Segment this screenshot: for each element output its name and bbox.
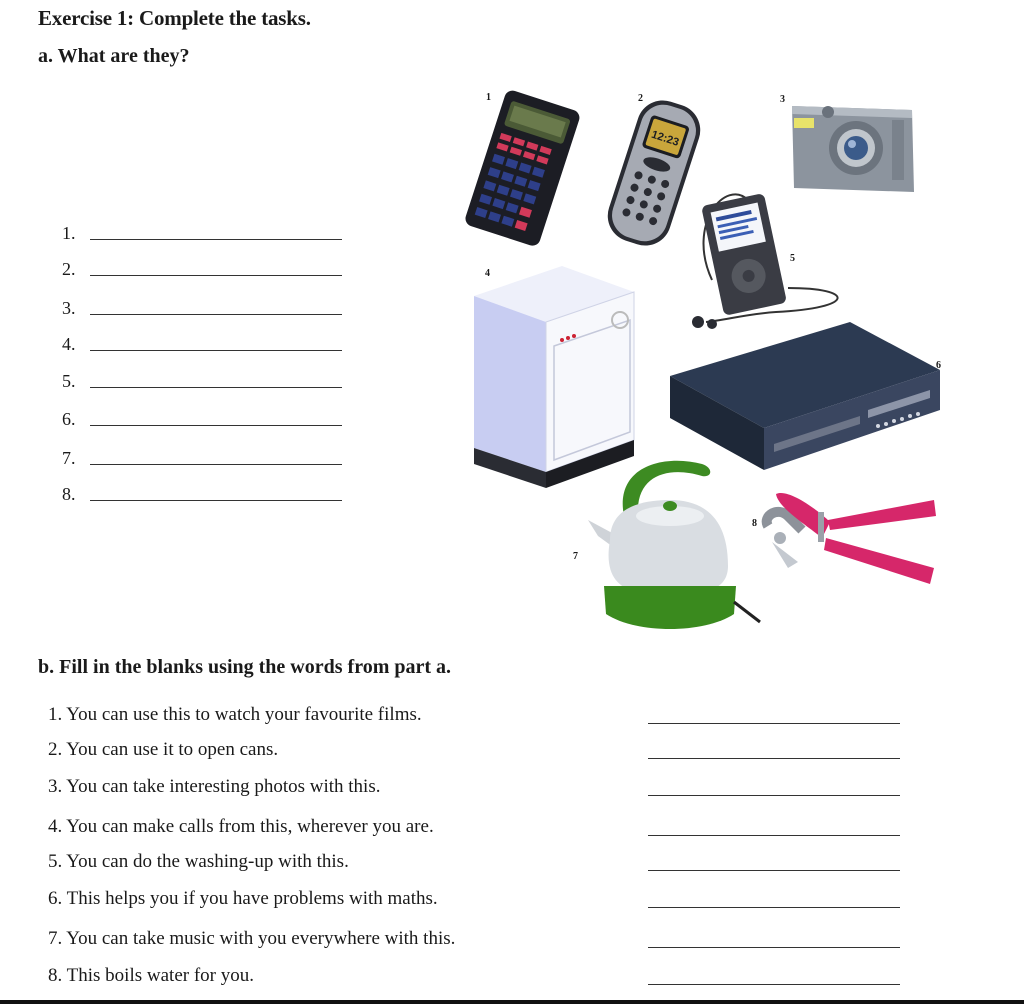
picture-number-7: 7 xyxy=(573,551,578,562)
answer-number: 4. xyxy=(62,334,76,354)
answer-number: 8. xyxy=(62,484,76,504)
question-answer-blank[interactable] xyxy=(648,742,900,759)
answer-number: 7. xyxy=(62,448,76,468)
picture-number-4: 4 xyxy=(485,268,490,279)
answer-row-3 xyxy=(62,297,342,319)
question-row-6 xyxy=(48,884,900,910)
picture-number-8: 8 xyxy=(752,518,757,529)
answer-row-2 xyxy=(62,258,342,280)
part-a-heading: a. What are they? xyxy=(38,45,190,67)
answer-blank[interactable] xyxy=(90,261,342,276)
answer-row-1 xyxy=(62,222,342,244)
question-answer-blank[interactable] xyxy=(648,931,900,948)
answer-row-6 xyxy=(62,408,342,430)
question-answer-blank[interactable] xyxy=(648,891,900,908)
picture-number-3: 3 xyxy=(780,94,785,105)
question-text: 4. You can make calls from this, wherever you are. xyxy=(48,816,434,837)
picture-number-2: 2 xyxy=(638,93,643,104)
calculator-picture xyxy=(455,90,595,250)
answer-row-5 xyxy=(62,370,342,392)
answer-blank[interactable] xyxy=(90,336,342,351)
answer-number: 3. xyxy=(62,298,76,318)
answer-number: 5. xyxy=(62,371,76,391)
question-text: 5. You can do the washing-up with this. xyxy=(48,851,349,872)
question-row-7 xyxy=(48,924,900,950)
answer-number: 1. xyxy=(62,223,76,243)
question-text: 6. This helps you if you have problems with maths. xyxy=(48,888,438,909)
answer-blank[interactable] xyxy=(90,300,342,315)
question-text: 3. You can take interesting photos with this. xyxy=(48,776,381,797)
question-answer-blank[interactable] xyxy=(648,819,900,836)
answer-blank[interactable] xyxy=(90,225,342,240)
question-answer-blank[interactable] xyxy=(648,968,900,985)
question-answer-blank[interactable] xyxy=(648,707,900,724)
exercise-title: Exercise 1: Complete the tasks. xyxy=(38,6,311,30)
question-row-8 xyxy=(48,961,900,987)
answer-number: 2. xyxy=(62,259,76,279)
answer-row-4 xyxy=(62,333,342,355)
answer-blank[interactable] xyxy=(90,373,342,388)
picture-number-5: 5 xyxy=(790,253,795,264)
page-bottom-border xyxy=(0,1000,1024,1004)
answer-blank[interactable] xyxy=(90,486,342,501)
question-row-4 xyxy=(48,812,900,838)
question-text: 7. You can take music with you everywhere with this. xyxy=(48,928,456,949)
question-answer-blank[interactable] xyxy=(648,779,900,796)
picture-number-6: 6 xyxy=(936,360,941,371)
answer-row-7 xyxy=(62,447,342,469)
answer-number: 6. xyxy=(62,409,76,429)
kettle-picture xyxy=(584,456,768,638)
picture-number-1: 1 xyxy=(486,92,491,103)
part-b-heading: b. Fill in the blanks using the words from part a. xyxy=(38,656,452,678)
answer-blank[interactable] xyxy=(90,450,342,465)
answer-blank[interactable] xyxy=(90,411,342,426)
dvd-player-picture xyxy=(664,318,946,476)
question-text: 2. You can use it to open cans. xyxy=(48,739,279,760)
question-row-5 xyxy=(48,847,900,873)
can-opener-picture xyxy=(758,486,942,592)
question-text: 1. You can use this to watch your favourite films. xyxy=(48,704,422,725)
question-text: 8. This boils water for you. xyxy=(48,965,254,986)
mp3-player-picture xyxy=(686,184,852,334)
question-answer-blank[interactable] xyxy=(648,854,900,871)
phone-screen-time: 12:23 xyxy=(649,128,681,149)
answer-row-8 xyxy=(62,483,342,505)
question-row-1 xyxy=(48,700,900,726)
question-row-2 xyxy=(48,735,900,761)
question-row-3 xyxy=(48,772,900,798)
